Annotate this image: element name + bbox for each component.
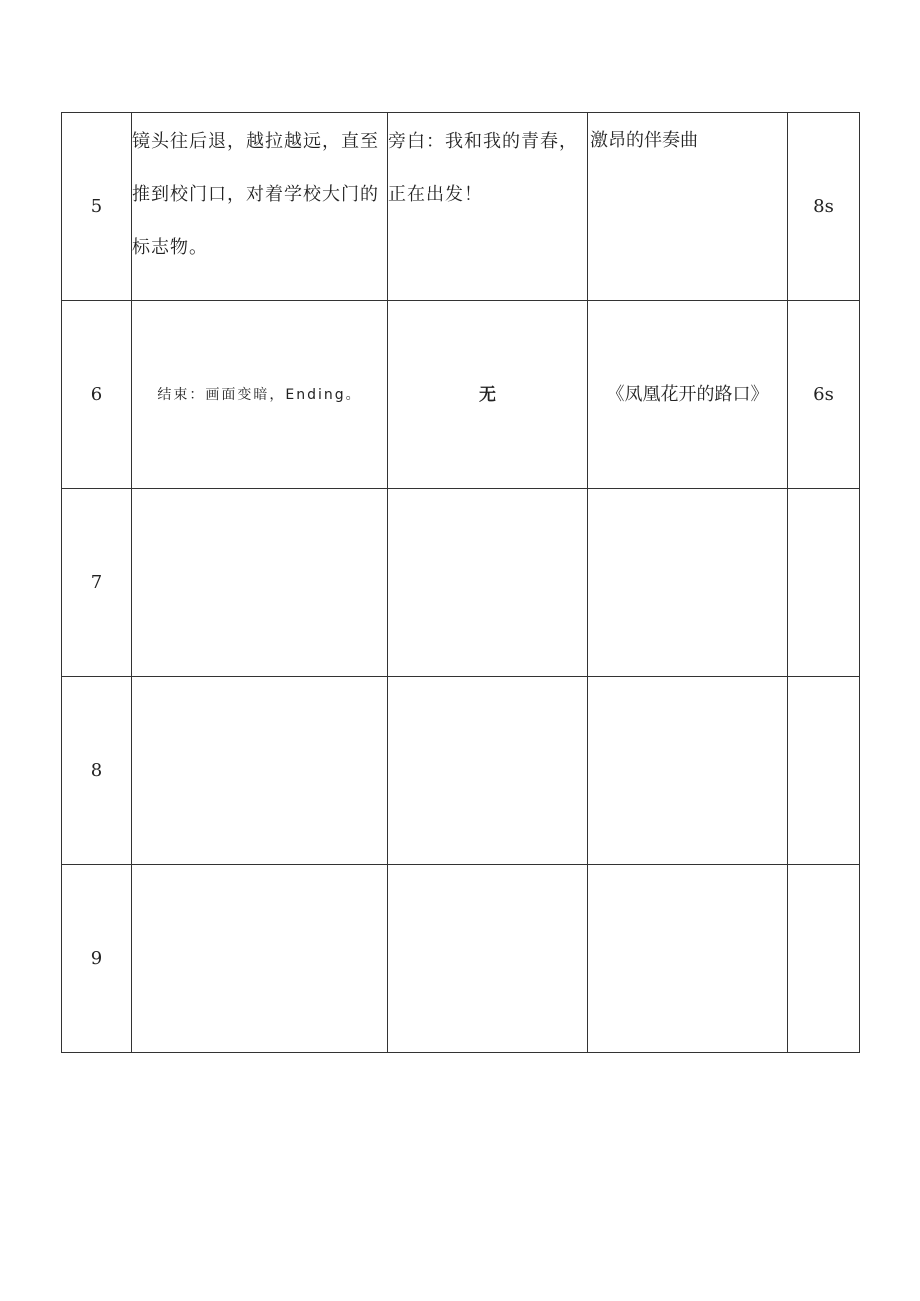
audio-text: 旁白：我和我的青春，正在出发！ (388, 131, 578, 205)
shot-number-cell: 6 (62, 301, 132, 489)
audio-cell (388, 301, 588, 489)
duration-cell (788, 677, 860, 865)
table-row (62, 677, 860, 865)
scene-cell (132, 865, 388, 1053)
scene-cell (132, 301, 388, 489)
audio-cell (388, 489, 588, 677)
music-cell (588, 113, 788, 301)
table-row (62, 113, 860, 301)
audio-cell (388, 677, 588, 865)
scene-text: 结束：画面变暗，Ending。 (157, 387, 362, 403)
shot-number-cell: 9 (62, 865, 132, 1053)
duration-cell (788, 865, 860, 1053)
music-cell (588, 301, 788, 489)
music-cell (588, 865, 788, 1053)
shot-number-cell: 5 (62, 113, 132, 301)
scene-cell (132, 677, 388, 865)
audio-cell (388, 865, 588, 1053)
table-row (62, 489, 860, 677)
duration-cell: 8s (788, 113, 860, 301)
music-text: 《凤凰花开的路口》 (606, 383, 769, 405)
shot-number-cell: 7 (62, 489, 132, 677)
storyboard-table (61, 112, 860, 1053)
music-cell (588, 677, 788, 865)
table-row (62, 301, 860, 489)
scene-cell (132, 489, 388, 677)
music-text: 激昂的伴奏曲 (590, 130, 698, 151)
table-row (62, 865, 860, 1053)
duration-cell: 6s (788, 301, 860, 489)
shot-number-cell: 8 (62, 677, 132, 865)
audio-cell (388, 113, 588, 301)
scene-text: 镜头往后退，越拉越远，直至推到校门口，对着学校大门的标志物。 (132, 131, 379, 258)
duration-cell (788, 489, 860, 677)
music-cell (588, 489, 788, 677)
audio-text: 无 (479, 384, 496, 405)
scene-cell (132, 113, 388, 301)
